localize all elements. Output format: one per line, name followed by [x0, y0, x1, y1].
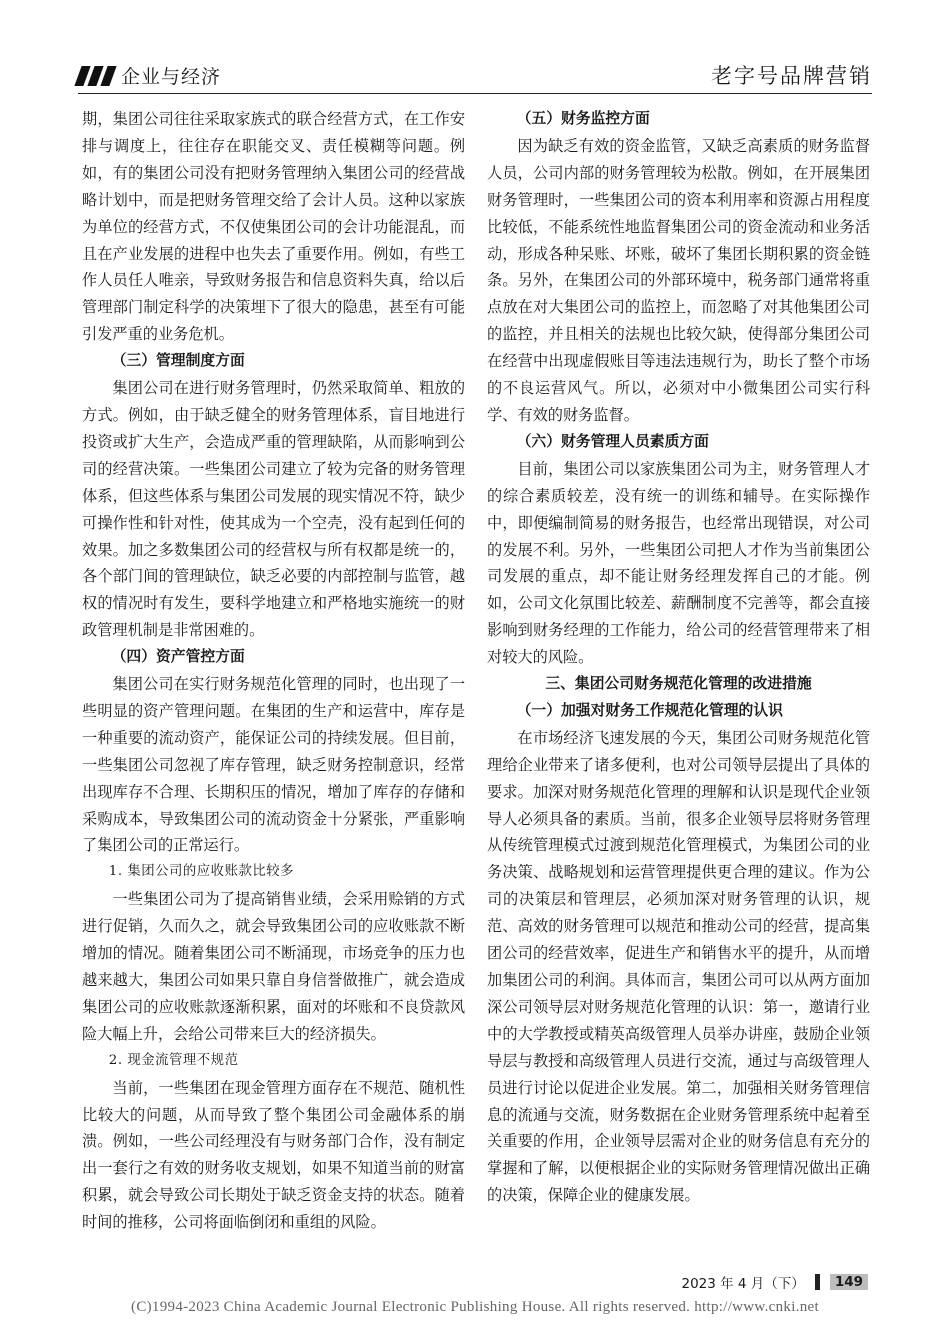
right-column — [487, 106, 870, 1209]
journal-logo-bars — [78, 66, 113, 86]
footer-separator — [815, 1274, 820, 1290]
subheading: （一）加强对财务工作规范化管理的认识 — [516, 701, 783, 719]
paragraph: 一些集团公司为了提高销售业绩，会采用赊销的方式进行促销，久而久之，就会导致集团公司的应收账款不断增加的情况。随着集团公司不断涌现，市场竞争的压力也越来越大，集团公司如果只靠自身信誉做推广，就会造成集团公司的应收账款逐渐积累，面对的坏账和不良贷款风险大幅上升，会给公司带来巨大的经济损失。 — [82, 890, 465, 1043]
subheading: （三）管理制度方面 — [111, 352, 245, 370]
header-journal-block — [78, 62, 221, 89]
numbered-item: 1. 集团公司的应收账款比较多 — [108, 864, 295, 880]
journal-name: 企业与经济 — [121, 66, 222, 88]
header-rule — [78, 93, 872, 94]
paragraph: 因为缺乏有效的资金监管，又缺乏高素质的财务监督人员，公司内部的财务管理较为松散。例如，在开展集团财务管理时，一些集团公司的资本利用率和资源占用程度比较低，不能系统性地监督集团公司的资金流动和业务活动，形成各种呆账、坏账，破坏了集团长期积累的资金链条。另外，在集团公司的外部环境中，税务部门通常将重点放在对大集团公司的监控上，而忽略了对其他集团公司的监控，并且相关的法规也比较欠缺，使得部分集团公司在经营中出现虚假账目等违法违规行为，助长了整个市场的不良运营风气。所以，必须对中小微集团公司实行科学、有效的财务监督。 — [487, 136, 870, 424]
paragraph: 当前，一些集团在现金管理方面存在不规范、随机性比较大的问题，从而导致了整个集团公司金融体系的崩溃。例如，一些公司经理没有与财务部门合作，没有制定出一套行之有效的财务收支规划，如果不知道当前的财富积累，就会导致公司长期处于缺乏资金支持的状态。随着时间的推移，公司将面临倒闭和重组的风险。 — [82, 1078, 465, 1232]
subheading: （五）财务监控方面 — [516, 110, 650, 127]
paragraph: 集团公司在进行财务管理时，仍然采取简单、粗放的方式。例如，由于缺乏健全的财务管理体系，盲目地进行投资或扩大生产，会造成严重的管理缺陷，从而影响到公司的经营决策。一些集团公司建立了较为完备的财务管理体系，但这些体系与集团公司发展的现实情况不符，缺少可操作性和针对性，使其成为一个空壳，没有起到任何的效果。加之多数集团公司的经营权与所有权都是统一的，各个部门间的管理缺位，缺乏必要的内部控制与监管，越权的情况时有发生，要科学地建立和严格地实施统一的财政管理机制是非常困难的。 — [82, 379, 465, 640]
section-heading: 三、集团公司财务规范化管理的改进措施 — [545, 675, 812, 693]
page-footer — [681, 1272, 868, 1292]
subheading: （四）资产管控方面 — [111, 648, 245, 666]
issue-date: 2023 年 4 月（下） — [681, 1276, 805, 1292]
left-column — [82, 106, 465, 1236]
subheading: （六）财务管理人员素质方面 — [516, 432, 709, 450]
section-title: 老字号品牌营销 — [711, 64, 872, 88]
page-number: 149 — [830, 1274, 868, 1290]
paragraph: 在市场经济飞速发展的今天，集团公司财务规范化管理给企业带来了诸多便利，也对公司领导层提出了具体的要求。加深对财务规范化管理的理解和认识是现代企业领导人必须具备的素质。当前，很多企业领导层将财务管理从传统管理模式过渡到规范化管理模式，为集团公司的业务决策、战略规划和运营管理提供更合理的建议。作为公司的决策层和管理层，必须加深对财务管理的认识，规范、高效的财务管理可以规范和推动公司的经营，提高集团公司的经营效率，促进生产和销售水平的提升，从而增加集团公司的利润。具体而言，集团公司可以从两方面加深公司领导层对财务规范化管理的认识：第一，邀请行业中的大学教授或精英高级管理人员举办讲座，鼓励企业领导层与教授和高级管理人员进行交流，通过与高级管理人员进行讨论以促进企业发展。第二，加强相关财务管理信息的流通与交流，财务数据在企业财务管理系统中起着至关重要的作用，企业领导层需对企业的财务信息有充分的掌握和了解，以便根据企业的实际财务管理情况做出正确的决策，保障企业的健康发展。 — [487, 728, 870, 1205]
paragraph: 目前，集团公司以家族集团公司为主，财务管理人才的综合素质较差，没有统一的训练和辅导。在实际操作中，即便编制简易的财务报告，也经常出现错误，对公司的发展不利。另外，一些集团公司把人才作为当前集团公司发展的重点，却不能让财务经理发挥自己的才能。例如，公司文化氛围比较差、薪酬制度不完善等，都会直接影响到财务经理的工作能力，给公司的经营管理带来了相对较大的风险。 — [487, 459, 870, 667]
paragraph: 期，集团公司往往采取家族式的联合经营方式，在工作安排与调度上，往往存在职能交叉、责任模糊等问题。例如，有的集团公司没有把财务管理纳入集团公司的经营战略计划中，而是把财务管理交给了会计人员。这种以家族为单位的经营方式，不仅使集团公司的会计功能混乱，而且在产业发展的进程中也失去了重要作用。例如，有些工作人员任人唯亲，导致财务报告和信息资料失真，给以后管理部门制定科学的决策埋下了很大的隐患，甚至有可能引发严重的业务危机。 — [82, 110, 465, 344]
page-header — [78, 60, 872, 94]
numbered-item: 2. 现金流管理不规范 — [108, 1052, 239, 1068]
copyright-line: (C)1994-2023 China Academic Journal Electronic Publishing House. All rights reserved. http://www.cnki.net — [131, 1299, 819, 1315]
paragraph: 集团公司在实行财务规范化管理的同时，也出现了一些明显的资产管理问题。在集团的生产和运营中，库存是一种重要的流动资产，能保证公司的持续发展。但目前，一些集团公司忽视了库存管理，缺乏财务控制意识，经常出现库存不合理、长期积压的情况，增加了库存的存储和采购成本，导致集团公司的流动资金十分紧张，严重影响了集团公司的正常运行。 — [82, 675, 465, 855]
